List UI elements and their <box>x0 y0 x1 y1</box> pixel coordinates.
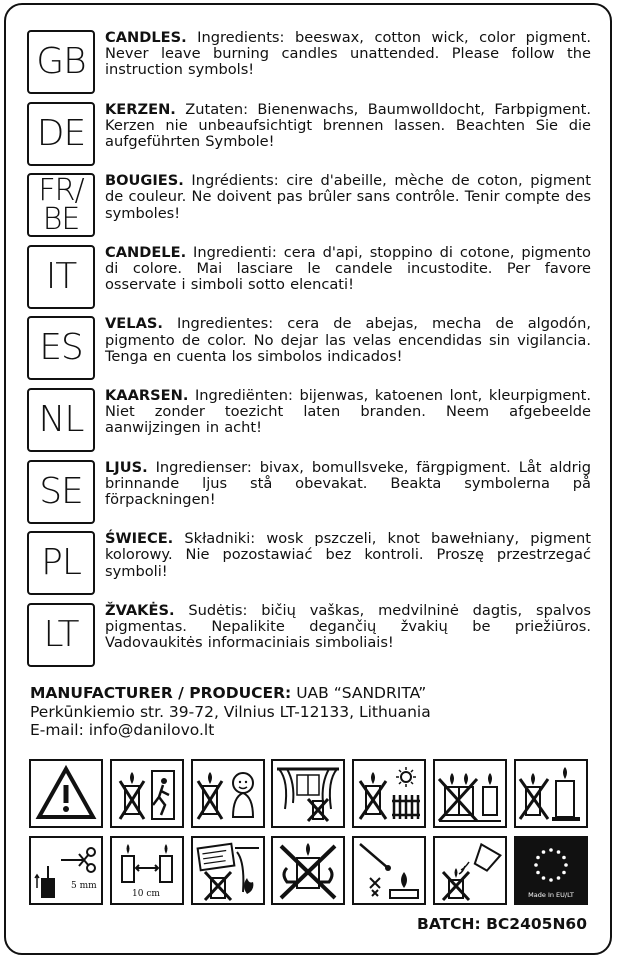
eu-star <box>542 850 546 854</box>
safety-icons-row-1 <box>29 759 588 828</box>
lang-text <box>105 531 591 580</box>
lang-title: ŽVAKĖS. <box>105 601 175 619</box>
manufacturer-email: E-mail: info@danilovo.lt <box>30 721 215 739</box>
keep-distance-icon <box>514 759 588 828</box>
lang-body: Ingredienti: cera d'api, stoppino di cotone, pigmento di colore. Mai lasciare le candele incustodite. Per favore osservate i simboli sotto elencati! <box>105 243 591 294</box>
lang-body: Ingrediënten: bijenwas, katoenen lont, kleurpigment. Niet zonder toezicht laten branden. Neem afgebeelde aanwijzingen in acht! <box>105 386 591 437</box>
lang-code: GB <box>27 30 95 94</box>
eu-star <box>536 871 540 875</box>
lang-row-se <box>27 457 597 528</box>
lang-title: CANDELE. <box>105 243 187 261</box>
lang-text <box>105 30 591 79</box>
lang-text <box>105 603 591 652</box>
eu-star <box>562 856 566 860</box>
lang-row-it <box>27 242 597 313</box>
no-candle-near-exit-icon <box>110 759 184 828</box>
lang-text <box>105 102 591 151</box>
made-in-eu-icon <box>514 836 588 905</box>
manufacturer-address: Perkūnkiemio str. 39-72, Vilnius LT-12133, Lithuania <box>30 702 431 721</box>
lang-body: Ingredients: beeswax, cotton wick, color pigment. Never leave burning candles unattended. Please follow the instruction symbols! <box>105 29 591 79</box>
eu-star <box>542 876 546 880</box>
lang-body: Zutaten: Bienenwachs, Baumwolldocht, Farbpigment. Kerzen nie unbeaufsichtigt brennen lassen. Beachten Sie die aufgeführten Symbole! <box>105 100 591 150</box>
manufacturer-label: MANUFACTURER / PRODUCER: <box>30 684 292 702</box>
lang-code: NL <box>27 388 95 452</box>
candle-spacing-icon <box>110 836 184 905</box>
wick-length-text: 5 mm <box>71 881 97 891</box>
lang-code: LT <box>27 603 95 667</box>
lang-code: FR/ BE <box>27 173 95 237</box>
eu-star <box>562 871 566 875</box>
lang-title: VELAS. <box>105 315 163 333</box>
lang-code: ES <box>27 316 95 380</box>
lang-row-lt <box>27 600 597 671</box>
lang-body: Sudėtis: bičių vaškas, medvilninė dagtis, spalvos pigmentas. Nepalikite degančių žvakių be priežiūros. Vadovaukitės informaciniais simboliais! <box>105 601 591 652</box>
lang-row-nl <box>27 385 597 456</box>
manufacturer-line <box>30 684 590 703</box>
spacing-text: 10 cm <box>131 889 160 899</box>
lang-code: PL <box>27 531 95 595</box>
no-water-extinguish-icon <box>433 836 507 905</box>
warning-icon <box>29 759 103 828</box>
lang-body: Składniki: wosk pszczeli, knot bawełniany, pigment kolorowy. Nie pozostawiać bez kontroli. Proszę przestrzegać symboli! <box>105 530 591 580</box>
eu-star <box>564 863 568 867</box>
eu-star <box>534 863 538 867</box>
eu-star <box>549 878 553 882</box>
batch-number: BATCH: BC2405N60 <box>417 915 587 933</box>
lang-body: Ingredientes: cera de abejas, mecha de algodón, pigmento de color. No dejar las velas encendidas sin vigilancia. Tenga en cuenta los simbolos indicados! <box>105 315 591 365</box>
lang-text <box>105 173 591 222</box>
no-candle-near-heat-icon <box>352 759 426 828</box>
eu-star <box>557 876 561 880</box>
no-moving-lit-candle-icon <box>271 836 345 905</box>
safety-icons-row-2 <box>29 836 588 905</box>
lang-row-gb <box>27 27 597 98</box>
lang-code: SE <box>27 460 95 524</box>
eu-star <box>536 856 540 860</box>
eu-star <box>549 848 553 852</box>
lang-body: Ingrédients: cire d'abeille, mèche de coton, pigment de couleur. Ne doivent pas brûler sans contrôle. Tenir compte des symboles! <box>105 172 591 222</box>
lang-text <box>105 460 591 509</box>
manufacturer-block <box>30 684 590 740</box>
no-children-icon <box>191 759 265 828</box>
no-candles-too-close-icon <box>433 759 507 828</box>
lang-title: BOUGIES. <box>105 172 184 190</box>
lang-title: LJUS. <box>105 458 148 476</box>
no-matches-in-candle-icon <box>352 836 426 905</box>
manufacturer-name: UAB “SANDRITA” <box>291 684 427 702</box>
made-in-eu-text: Made In EU/LT <box>528 891 574 899</box>
no-candle-near-curtains-icon <box>271 759 345 828</box>
lang-row-es <box>27 313 597 384</box>
lang-code: DE <box>27 102 95 166</box>
eu-star <box>557 850 561 854</box>
trim-wick-icon <box>29 836 103 905</box>
lang-text <box>105 388 591 437</box>
lang-title: ŚWIECE. <box>105 530 174 548</box>
lang-title: CANDLES. <box>105 29 187 46</box>
lang-code: IT <box>27 245 95 309</box>
lang-row-fr <box>27 170 597 241</box>
lang-row-pl <box>27 528 597 599</box>
language-list <box>27 27 597 671</box>
no-candle-near-flammable-icon <box>191 836 265 905</box>
lang-text <box>105 245 591 294</box>
lang-text <box>105 316 591 365</box>
lang-title: KERZEN. <box>105 100 176 118</box>
lang-row-de <box>27 99 597 170</box>
lang-title: KAARSEN. <box>105 386 189 404</box>
lang-body: Ingredienser: bivax, bomullsveke, färgpigment. Låt aldrig brinnande ljus stå obevakat. Beakta symbolerna på förpackningen! <box>105 458 591 508</box>
